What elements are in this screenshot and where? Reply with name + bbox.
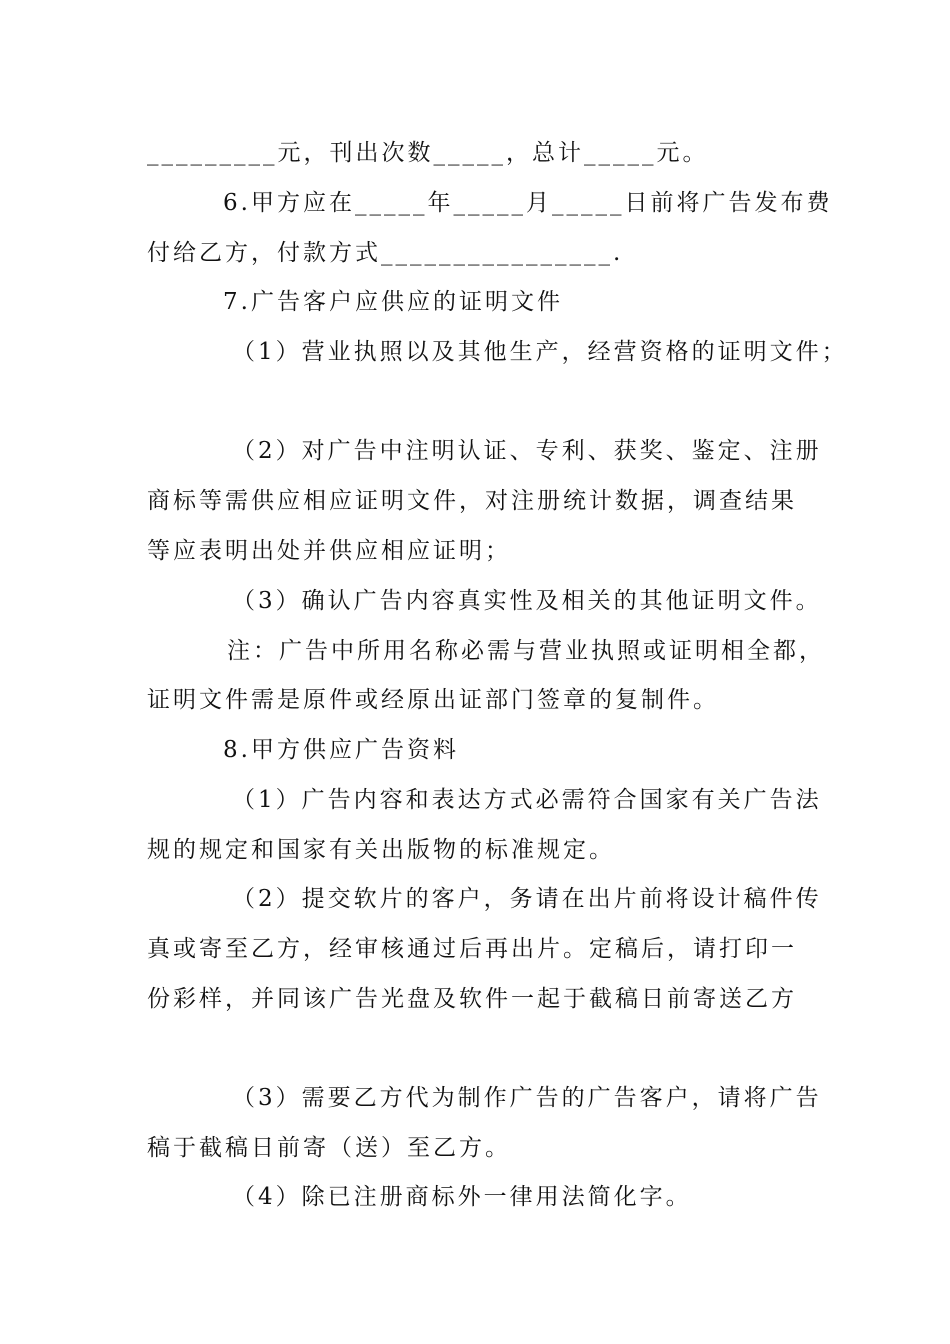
text-line: 证明文件需是原件或经原出证部门签章的复制件。 [147,687,719,713]
text-line: 份彩样，并同该广告光盘及软件一起于截稿日前寄送乙方 [147,986,797,1012]
text-line: （1）营业执照以及其他生产，经营资格的证明文件； [232,339,848,365]
text-line: 规的规定和国家有关出版物的标准规定。 [147,837,615,863]
text-line: （1）广告内容和表达方式必需符合国家有关广告法 [232,787,822,813]
text-line: （4）除已注册商标外一律用法简化字。 [232,1184,692,1210]
text-line: 6.甲方应在_____年_____月_____日前将广告发布费 [223,190,833,216]
text-line: （3）需要乙方代为制作广告的广告客户，请将广告 [232,1085,822,1111]
text-line: 稿于截稿日前寄（送）至乙方。 [147,1135,511,1161]
text-line: 商标等需供应相应证明文件，对注册统计数据，调查结果 [147,488,797,514]
text-line: （2）提交软片的客户，务请在出片前将设计稿件传 [232,886,822,912]
text-line: 真或寄至乙方，经审核通过后再出片。定稿后，请打印一 [147,936,797,962]
text-line: （2）对广告中注明认证、专利、获奖、鉴定、注册 [232,438,822,464]
text-line: （3）确认广告内容真实性及相关的其他证明文件。 [232,588,822,614]
text-line: _________元，刊出次数_____，总计_____元。 [147,140,709,166]
text-line: 等应表明出处并供应相应证明； [147,538,511,564]
text-line: 付给乙方，付款方式________________. [147,240,624,266]
section-heading: 8.甲方供应广告资料 [223,737,459,763]
note-line: 注：广告中所用名称必需与营业执照或证明相全都， [227,638,825,664]
section-heading: 7.广告客户应供应的证明文件 [223,289,563,315]
